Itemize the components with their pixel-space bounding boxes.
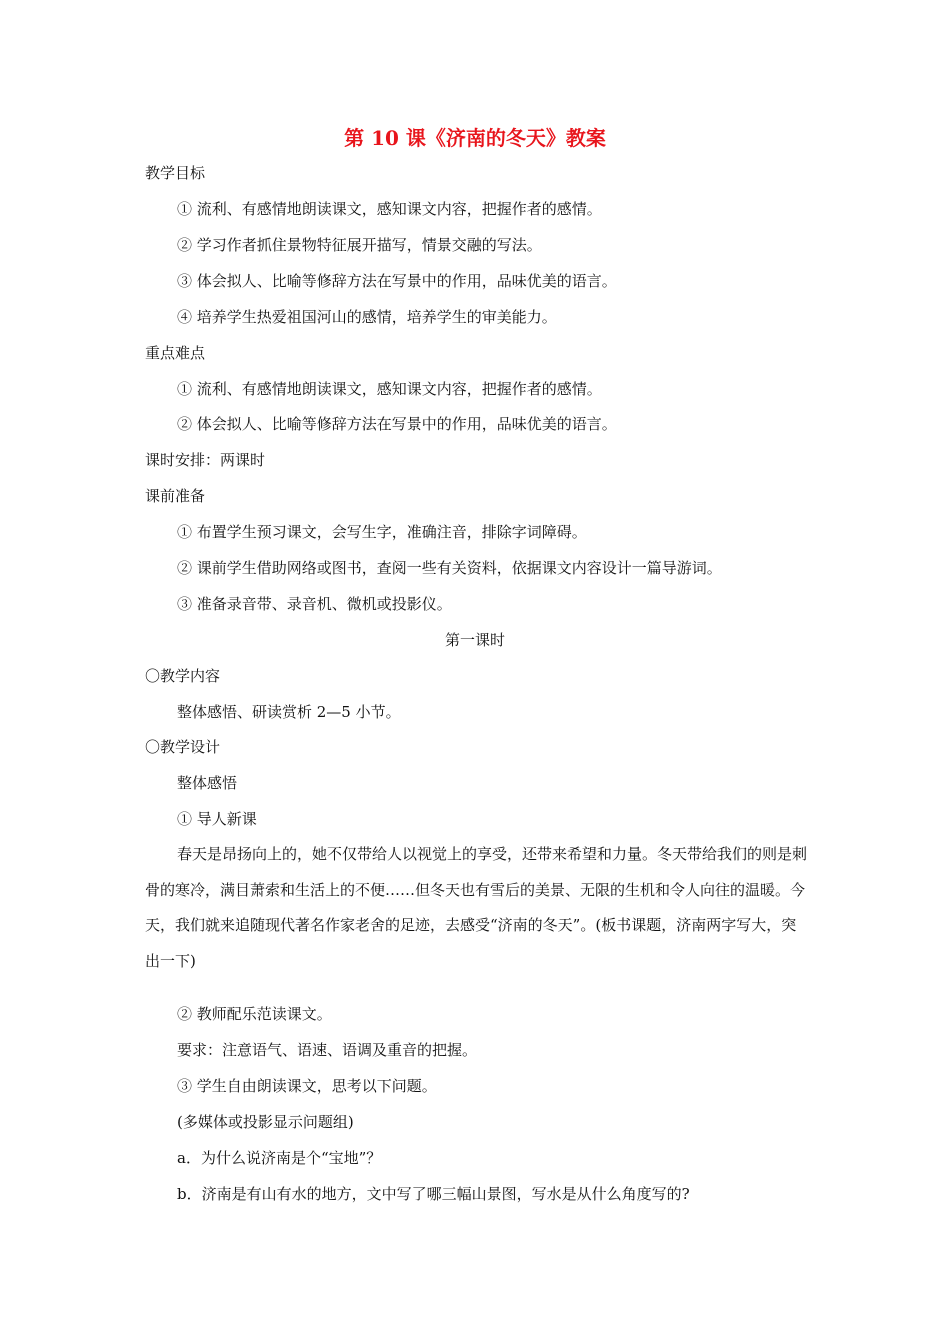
- goal-item: ① 流利、有感情地朗读课文，感知课文内容，把握作者的感情。: [177, 200, 602, 218]
- schedule-line: 课时安排：两课时: [145, 451, 266, 469]
- design-heading: 〇教学设计: [145, 738, 221, 756]
- requirement-text: 要求：注意语气、语速、语调及重音的把握。: [177, 1041, 478, 1059]
- lesson-heading: 第一课时: [444, 631, 505, 649]
- question-b: b．济南是有山有水的地方，文中写了哪三幅山景图，写水是从什么角度写的?: [177, 1185, 690, 1203]
- intro-heading: ① 导人新课: [177, 810, 257, 828]
- media-note: (多媒体或投影显示问题组): [177, 1113, 354, 1131]
- intro-paragraph: 春天是昂扬向上的，她不仅带给人以视觉上的享受，还带来希望和力量。冬天带给我们的则是刺骨的寒冷，满目萧索和生活上的不便……但冬天也有雪后的美景、无限的生机和令人向往的温暖。今天，我们就来追随现代著名作家老舍的足迹，去感受“济南的冬天”。(板书课题，济南两字写大，突出一下): [145, 845, 808, 970]
- reading-heading: ② 教师配乐范读课文。: [177, 1005, 332, 1023]
- goal-item: ② 学习作者抓住景物特征展开描写，情景交融的写法。: [177, 236, 542, 254]
- prep-item: ② 课前学生借助网络或图书，查阅一些有关资料，依据课文内容设计一篇导游词。: [177, 559, 722, 577]
- prep-item: ① 布置学生预习课文，会写生字，准确注音，排除字词障碍。: [177, 523, 587, 541]
- key-point-item: ② 体会拟人、比喻等修辞方法在写景中的作用，品味优美的语言。: [177, 415, 617, 433]
- question-a: a．为什么说济南是个“宝地”？: [177, 1149, 382, 1167]
- content-text: 整体感悟、研读赏析 2—5 小节。: [177, 703, 401, 721]
- goal-item: ④ 培养学生热爱祖国河山的感情，培养学生的审美能力。: [177, 308, 557, 326]
- goal-item: ③ 体会拟人、比喻等修辞方法在写景中的作用，品味优美的语言。: [177, 272, 617, 290]
- overall-heading: 整体感悟: [177, 774, 238, 792]
- prep-item: ③ 准备录音带、录音机、微机或投影仪。: [177, 595, 452, 613]
- key-points-heading: 重点难点: [145, 344, 206, 362]
- document-title: 第 10 课《济南的冬天》教案: [344, 126, 606, 150]
- key-point-item: ① 流利、有感情地朗读课文，感知课文内容，把握作者的感情。: [177, 380, 602, 398]
- free-reading-text: ③ 学生自由朗读课文，思考以下问题。: [177, 1077, 437, 1095]
- content-heading: 〇教学内容: [145, 667, 221, 685]
- goals-heading: 教学目标: [145, 164, 206, 182]
- prep-heading: 课前准备: [145, 487, 206, 505]
